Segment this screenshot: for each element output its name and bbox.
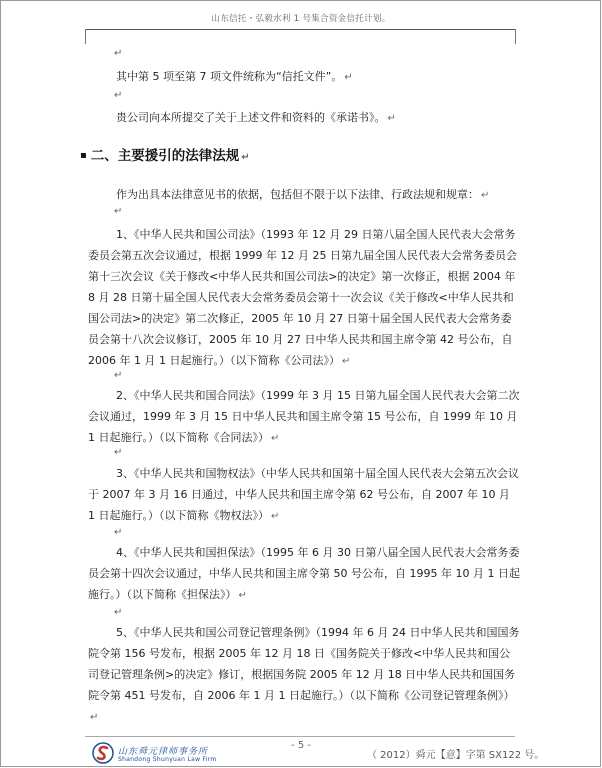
empty-paragraph-mark: ↵ bbox=[114, 447, 123, 458]
law-firm-logo-icon bbox=[92, 742, 114, 764]
section-heading: ▪ 二、主要援引的法律法规 ↵ bbox=[80, 148, 250, 164]
empty-paragraph-mark: ↵ bbox=[114, 527, 123, 538]
document-number: （ 2012）舜元【意】字第 SX122 号。 bbox=[367, 750, 545, 761]
heading-bullet: ▪ bbox=[80, 150, 87, 161]
margin-corner-left bbox=[85, 29, 86, 44]
empty-paragraph-mark: ↵ bbox=[114, 206, 123, 217]
law-item-company-registration: 5、《中华人民共和国公司登记管理条例》（1994 年 6 月 24 日中华人民共和国国务院令第 156 号发布，根据 2005 年 12 月 18 日《国务院关于修改<中华人民共和国公司登记管理条例>的决定》修订，根据国务院 2005 年 12 月 18 日中华人民共和国国务院令第 451 号发布，自 2006 年 1 月 1 日起施行。）（以下简称《公司登记管理条例》）↵ bbox=[88, 626, 520, 723]
law-item-contract-law: 2、《中华人民共和国合同法》（1999 年 3 月 15 日第九届全国人民代表大会第二次会议通过，1999 年 3 月 15 日中华人民共和国主席令第 15 号公布，自 1999 年 10 月 1 日起施行。）（以下简称《合同法》） ↵ bbox=[88, 389, 520, 444]
basis-paragraph: 作为出具本法律意见书的依据，包括但不限于以下法律、行政法规和规章： ↵ bbox=[116, 188, 490, 201]
firm-name-chinese: 山东舜元律师事务所 bbox=[118, 747, 209, 757]
law-item-guarantee-law: 4、《中华人民共和国担保法》（1995 年 6 月 30 日第八届全国人民代表大会常务委员会第十四次会议通过，中华人民共和国主席令第 50 号公布，自 1995 年 10 月 1 日起施行。）（以下简称《担保法》） ↵ bbox=[88, 546, 520, 601]
intro-line-2: 贵公司向本所提交了关于上述文件和资料的《承诺书》。 ↵ bbox=[116, 111, 396, 124]
empty-paragraph-mark: ↵ bbox=[114, 607, 123, 618]
firm-name-english: Shandong Shunyuan Law Firm bbox=[118, 756, 217, 763]
empty-paragraph-mark: ↵ bbox=[114, 90, 123, 101]
empty-paragraph-mark: ↵ bbox=[114, 48, 123, 59]
page-number: - 5 - bbox=[291, 740, 311, 751]
law-item-company-law: 1、《中华人民共和国公司法》（1993 年 12 月 29 日第八届全国人民代表大会常务委员会第五次会议通过，根据 1999 年 12 月 25 日第九届全国人民代表大会常务委员会第十三次会议《关于修改<中华人民共和国公司法>的决定》第一次修正，根据 2004 年 8 月 28 日第十届全国人民代表大会常务委员会第十一次会议《关于修改<中华人民共和国公司法>的决定》第二次修正，2005 年 10 月 27 日第十届全国人民代表大会常务委员会第十八次会议修订，2005 年 10 月 27 日中华人民共和国主席令第 42 号公布，自 2006 年 1 月 1 日起施行。）（以下简称《公司法》） ↵ bbox=[88, 228, 517, 367]
running-header: 山东信托・弘毅水利 1 号集合资金信托计划。 bbox=[211, 14, 391, 24]
law-item-property-law: 3、《中华人民共和国物权法》（中华人民共和国第十届全国人民代表大会第五次会议于 2007 年 3 月 16 日通过，中华人民共和国主席令第 62 号公布，自 2007 年 10 月 1 日起施行。）（以下简称《物权法》） ↵ bbox=[88, 467, 519, 522]
empty-paragraph-mark: ↵ bbox=[114, 370, 123, 381]
margin-corner-right bbox=[515, 29, 516, 44]
header-rule bbox=[85, 29, 515, 30]
intro-line-1: 其中第 5 项至第 7 项文件统称为“信托文件”。 ↵ bbox=[116, 70, 353, 83]
footer-rule bbox=[85, 736, 515, 737]
